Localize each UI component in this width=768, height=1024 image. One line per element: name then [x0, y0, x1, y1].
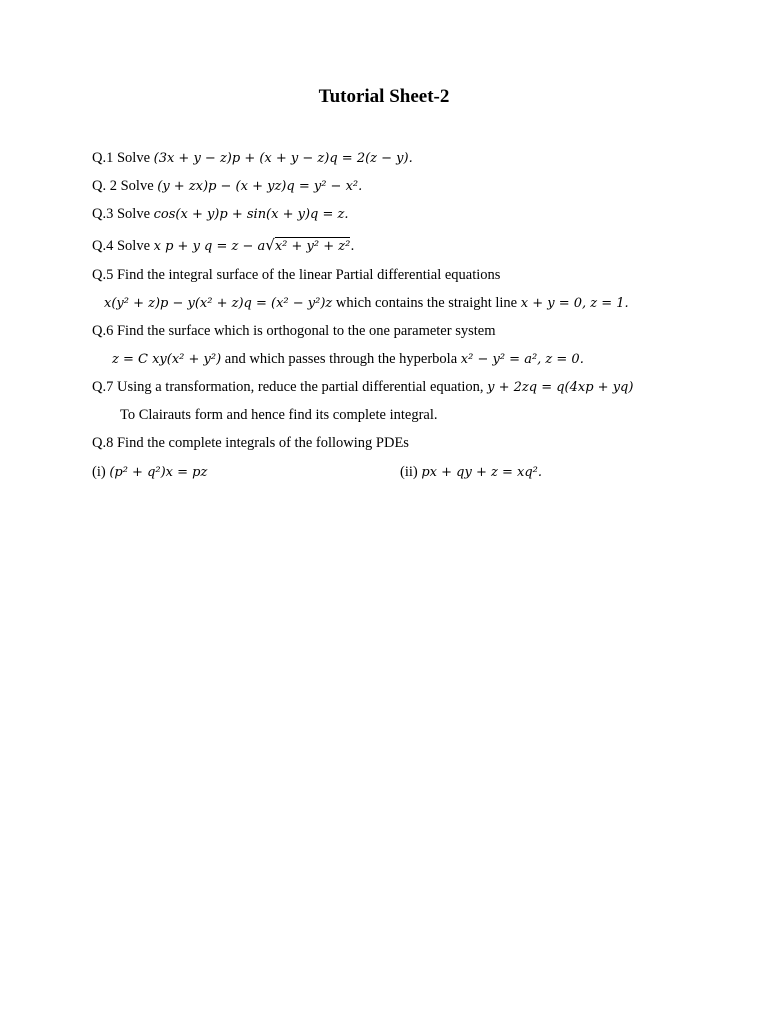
question-6-detail	[112, 349, 584, 370]
question-8	[92, 433, 409, 453]
question-4	[92, 235, 354, 257]
question-4-label: Q.4 Solve	[92, 238, 150, 254]
question-8-part-1-label: (i)	[92, 464, 106, 480]
question-2-equation: (y + zx)p − (x + yz)q = y² − x².	[157, 179, 363, 194]
question-6-label: Q.6 Find the surface which is orthogonal to the one parameter system	[92, 323, 496, 339]
question-5	[92, 265, 500, 285]
question-8-part-2	[400, 462, 542, 483]
question-3-equation: cos(x + y)p + sin(x + y)q = z.	[153, 207, 349, 222]
question-5-condition: x + y = 0, z = 1.	[520, 296, 629, 311]
question-6-text: and which passes through the hyperbola	[224, 351, 458, 367]
question-2-label: Q. 2 Solve	[92, 178, 154, 194]
question-8-part-1-equation: (p² + q²)x = pz	[109, 465, 208, 480]
question-3-label: Q.3 Solve	[92, 206, 150, 222]
page-title: Tutorial Sheet-2	[318, 86, 450, 107]
question-4-radicand: x² + y² + z²	[274, 239, 351, 254]
question-8-part-2-equation: px + qy + z = xq².	[421, 465, 542, 480]
question-1	[92, 148, 413, 169]
question-6	[92, 321, 495, 341]
question-7-text: To Clairauts form and hence find its complete integral.	[120, 407, 438, 423]
question-4-equation-lhs: x p + y q = z − a	[153, 239, 266, 254]
question-3	[92, 204, 349, 225]
question-2	[92, 176, 362, 197]
question-7-equation: y + 2zq = q(4xp + yq)	[487, 380, 634, 395]
question-7-detail	[120, 405, 438, 425]
question-8-part-2-label: (ii)	[400, 464, 418, 480]
question-7-label: Q.7 Using a transformation, reduce the partial differential equation,	[92, 379, 484, 395]
question-4-period: .	[350, 239, 355, 254]
question-1-label: Q.1 Solve	[92, 150, 150, 166]
question-7	[92, 377, 633, 398]
question-5-text: which contains the straight line	[335, 295, 518, 311]
square-root-icon: √	[265, 236, 275, 254]
question-6-condition: x² − y² = a², z = 0.	[460, 352, 584, 367]
question-8-label: Q.8 Find the complete integrals of the following PDEs	[92, 435, 409, 451]
question-1-equation: (3x + y − z)p + (x + y − z)q = 2(z − y).	[153, 151, 413, 166]
question-6-equation: z = C xy(x² + y²)	[112, 352, 222, 367]
question-5-equation: x(y² + z)p − y(x² + z)q = (x² − y²)z	[104, 296, 333, 311]
question-5-detail	[104, 293, 629, 314]
question-8-part-1	[92, 462, 207, 483]
question-5-label: Q.5 Find the integral surface of the linear Partial differential equations	[92, 267, 501, 283]
